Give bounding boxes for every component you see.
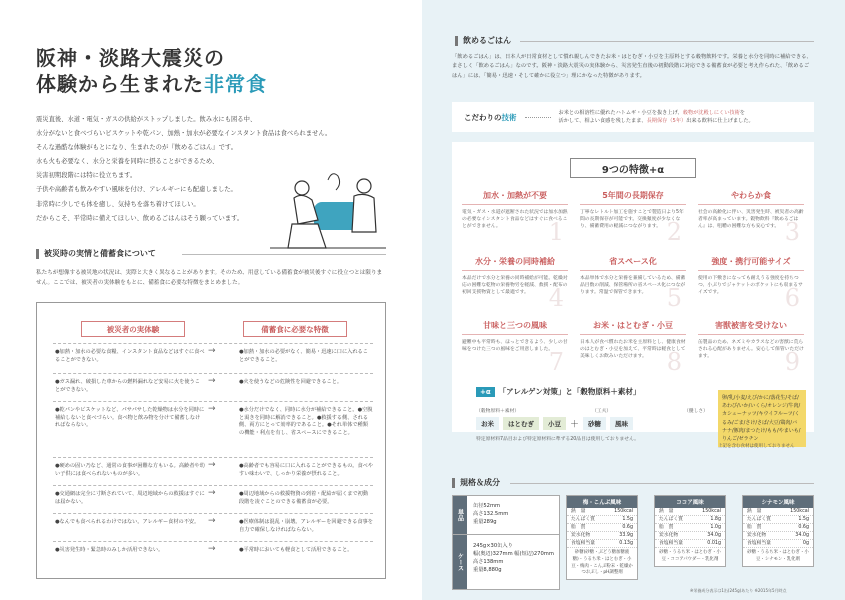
nutrition-table: シナモン風味 熱 量 150kcal たんぱく質 1.5g 脂 質 0.6g 炭水化物 34.0g 食塩相当量 0g 砂糖・うるち米・はとむぎ・小豆・シナモン・乳化剤 [742, 495, 814, 567]
feature-card: 2 5年間の長期保存 丁寧なレトルト加工を施すことで製造日より5年間の長期保存が可能です。交換頻度が少なくなり、備蓄費用の軽減につながります。 [578, 190, 688, 248]
comparison-table [36, 302, 386, 579]
feature-card: 8 お米・はとむぎ・小豆 日本人が食べ慣れたお米を主原料とし、健康食材のはとむぎ・小豆を加えて、平常時は軽食として美味しくお飲みいただけます。 [580, 321, 686, 376]
spec-table [452, 495, 560, 590]
spec-heading: 規格＆成分 [452, 477, 500, 488]
feature-card: 5 省スペース化 本品単体で水分と栄養を兼備しているため、備蓄品目数の削減、保管場所の省スペース化につながります。常温で保管できます。 [580, 257, 686, 312]
nutrition-table: ココア風味 熱 量 150kcal たんぱく質 1.8g 脂 質 1.0g 炭水化物 34.0g 食塩相当量 0.01g 砂糖・うるち米・はとむぎ・小豆・ココアパウダー・乳化剤 [654, 495, 726, 567]
col-header-needs: 備蓄食に必要な特徴 [243, 321, 347, 337]
page-title-line1: 阪神・淡路大震災の [36, 46, 225, 70]
table-row: ●ガス漏れ、破損した車からの燃料漏れなど安易に火を使うことができない。 → ●火を使うなどの危険性を回避できること。 [53, 373, 373, 401]
table-row: ●硬めの固い乃など、通常の食事が困難な方もいる。高齢者や幼い子供には食べられないものが多い。 → ●高齢者でも容易に口に入れることができるもの。食べやすい味わいで、しっかり栄養が摂れること。 [53, 457, 373, 485]
table-row: ●加熱・加水の必要な食糧、インスタント食品などはすぐに食べることができない。 → ●加熱・加水の必要がなく、簡易・迅速に口に入れることができること。 [53, 343, 373, 373]
feature-card: 7 甘味と三つの風味 避難中も平常時も、ほっとできるよう、少しの甘味をつけた三つの風味をご用意しました。 [462, 321, 568, 376]
heading-bar [455, 36, 458, 46]
table-row: ●乾パンやビスケットなど、パサパサした乾燥物は水分を同時に補給しないと食べづらい。食べ物と飲み物を分けて備蓄しなければならない。 → ●水分だけでなく、同時に水分が補給できること。●空腹と渇きを同時に解消できること。●救援する側、される側、両方にとって効率的であること。●それ単体で種類の機能・利点を有し、省スペースにできること。 [53, 401, 373, 457]
arrow-right-icon: → [208, 346, 216, 356]
feature-card: 9 害獣被害を受けない 缶製品のため、ネズミやカラスなどの害獣に荒らされる心配がありません。安心して保管いただけます。 [698, 321, 804, 376]
feature-card: 3 やわらか食 社会の高齢化に伴い、災害発生時、被災者の高齢者率が高まっています。穀物飲料『飲めるごはん』は、咀嚼の困難な方も安心です。 [698, 191, 804, 246]
footer-note: ※栄養成分表示は1缶(245g)あたり ※2015年5月時点 [690, 588, 787, 593]
table-row: ●交通網は完全に寸断されていて、周辺地域からの救援はすぐには届かない。 → ●周辺地域からの救援物資の到着・配給が届くまで初動段階を凌ぐことのできる備蓄食が必要。 [53, 485, 373, 513]
ingredient-chip: 風味 [610, 417, 633, 430]
plus-icon: ＋ [570, 420, 580, 430]
allergen-title: +α 「アレルゲン対策」と「穀物原料＋素材」 [476, 386, 716, 397]
section-heading-disaster: 被災時の実情と備蓄食について [36, 248, 156, 259]
ingredient-chip: はとむぎ [503, 417, 539, 430]
dotted-connector [525, 117, 551, 118]
spec-values-single: 缶径52mm 高さ132.5mm 重量289g [473, 503, 509, 525]
arrow-right-icon: → [208, 376, 216, 386]
ingredient-chip: 小豆 [543, 417, 566, 430]
col-header-experience: 被災者の実体験 [81, 321, 185, 337]
heading-bar [36, 249, 39, 259]
feature-card: 1 加水・加熱が不要 電気・ガス・水道が遮断された状況では加水加熱の必要なインスタント食品などはすぐに食べることができません。 [462, 191, 568, 246]
ingredient-chip: 砂糖 [583, 417, 606, 430]
allergen-list-note: 上記を含む食材は使用しておりません [718, 444, 795, 449]
arrow-right-icon: → [208, 516, 216, 526]
spec-values-case: 245g×30缶入り 幅(奥辺)327mm 幅(短辺)270mm 高さ138mm 重量8,880g [473, 543, 554, 573]
allergen-list: 卵/乳/小麦/えび/かに/落花生/そば/あわび/いか/いくら/オレンジ/牛肉/カシューナッツ/キウイフルーツ/くるみ/ごま/さけ/さば/大豆/鶏肉/バナナ/豚肉/まつたけ/もも/やまいも/りんご/ゼラチン [718, 390, 806, 447]
allergen-subtitles: （穀物原料＋素材） （工夫） （優しさ） [476, 409, 708, 414]
product-heading: 飲めるごはん [455, 35, 511, 46]
allergen-note: 特定原材料7品目および特定原材料に準ずる20品目は使用しておりません。 [476, 437, 639, 442]
spec-label-case: ケース [453, 535, 467, 589]
feature-card: 4 水分・栄養の同時補給 本品だけで水分と栄養の同時補給が可能。乾燥対応の困難な乾物の栄養物労を軽減、救援・配布の初回支援物資として最適です。 [462, 257, 568, 312]
heading-divider [182, 254, 386, 255]
table-row: ●災害発生時・緊急時のみしか活用できない。 → ●平常時においても軽食として活用できること。 [53, 541, 373, 565]
ingredient-formula [476, 417, 716, 430]
features-title: 9つの特徴+α [570, 158, 696, 178]
product-description: 「飲めるごはん」は、日本人が日常食材として慣れ親しんできたお米・はとむぎ・小豆を主原料とする穀物飲料です。栄養と水分を同時に補給できる、まさしく「飲めるごはん」なのです。阪神・淡路大震災の実体験から、災害発生直後の初動段階に対応できる備蓄食が必要と考え作られた、「飲めるごはん」には、「簡易・迅速・そして確かに役立つ」理にかなった特徴があります。 [452, 54, 812, 79]
allergen-section [476, 386, 716, 442]
arrow-right-icon: → [208, 488, 216, 498]
caregiver-illustration [268, 162, 388, 252]
spec-label-single: 単品 [453, 496, 467, 534]
technology-banner [452, 102, 814, 132]
feature-card: 6 強度・携行可能サイズ 使用の下敷きになっても耐えうる強度を持ちつつ、小ぶりでジャケットのポケットにも収まるサイズです。 [698, 257, 803, 312]
heading-divider [520, 41, 814, 42]
technology-text: お米との相溶性に優れたハトムギ・小豆を抜き上げ、穀物が沈殿しにくい技術を 活かして、相よい食感を残したまま、長期保存（5年）出来る飲料に仕上げました。 [558, 110, 754, 124]
title-highlight: 非常食 [204, 72, 267, 96]
page-title-line2: 体験から生まれた非常食 [36, 72, 267, 96]
arrow-right-icon: → [208, 404, 216, 414]
intro-text: 震災直後、水道・電気・ガスの供給がストップしました。飲み水にも困る中、 水分がないと食べづらいビスケットや乾パン、加熱・加水が必要なインスタント食品は食べられません。 そんな過酷な体験がもとになり、生まれたのが『飲めるごはん』です。 水も火も必要なく、水分と栄養を同時に摂ることができるため、 災害初期段階には特に役立ちます。 子供や高齢者も飲みやすい風味を付け、アレルギーにも配慮しました。 非常時に少しでも体を癒し、気持ちを落ち着けてほしい。 だからこそ、平常時に備えてほしい、飲めるごはんはそう願っています。 [36, 116, 332, 222]
ingredient-chip: お米 [476, 417, 499, 430]
heading-bar [452, 478, 455, 488]
arrow-right-icon: → [208, 460, 216, 470]
technology-label: こだわりの技術 [464, 112, 517, 122]
heading-divider [510, 483, 814, 484]
section-lead-text: 私たちが想像する被災地の状況は、実際と大きく異なることがあります。そのため、用意している備蓄食が被災後すぐに役立つとは限りません。ここでは、被災者の実体験をもとに、備蓄食に必要な特徴をまとめました。 [36, 270, 383, 286]
table-row: ●なんでも食べられるわけではない。アレルギー食材の不安。 → ●医療体制は混乱・崩壊。アレルギーを回避できる食事を自力で確保しなければならない。 [53, 513, 373, 541]
nutrition-table: 梅・こんぶ風味 熱 量 150kcal たんぱく質 1.5g 脂 質 0.6g 炭水化物 33.9g 食塩相当量 0.13g 砂糖(砂糖・ぶどう糖加糖液糖)・うるち米・はとむぎ・小豆・梅肉・こんぶ粉末・乾燥かつおぶし・pH調整剤 [566, 495, 638, 580]
arrow-right-icon: → [208, 544, 216, 554]
